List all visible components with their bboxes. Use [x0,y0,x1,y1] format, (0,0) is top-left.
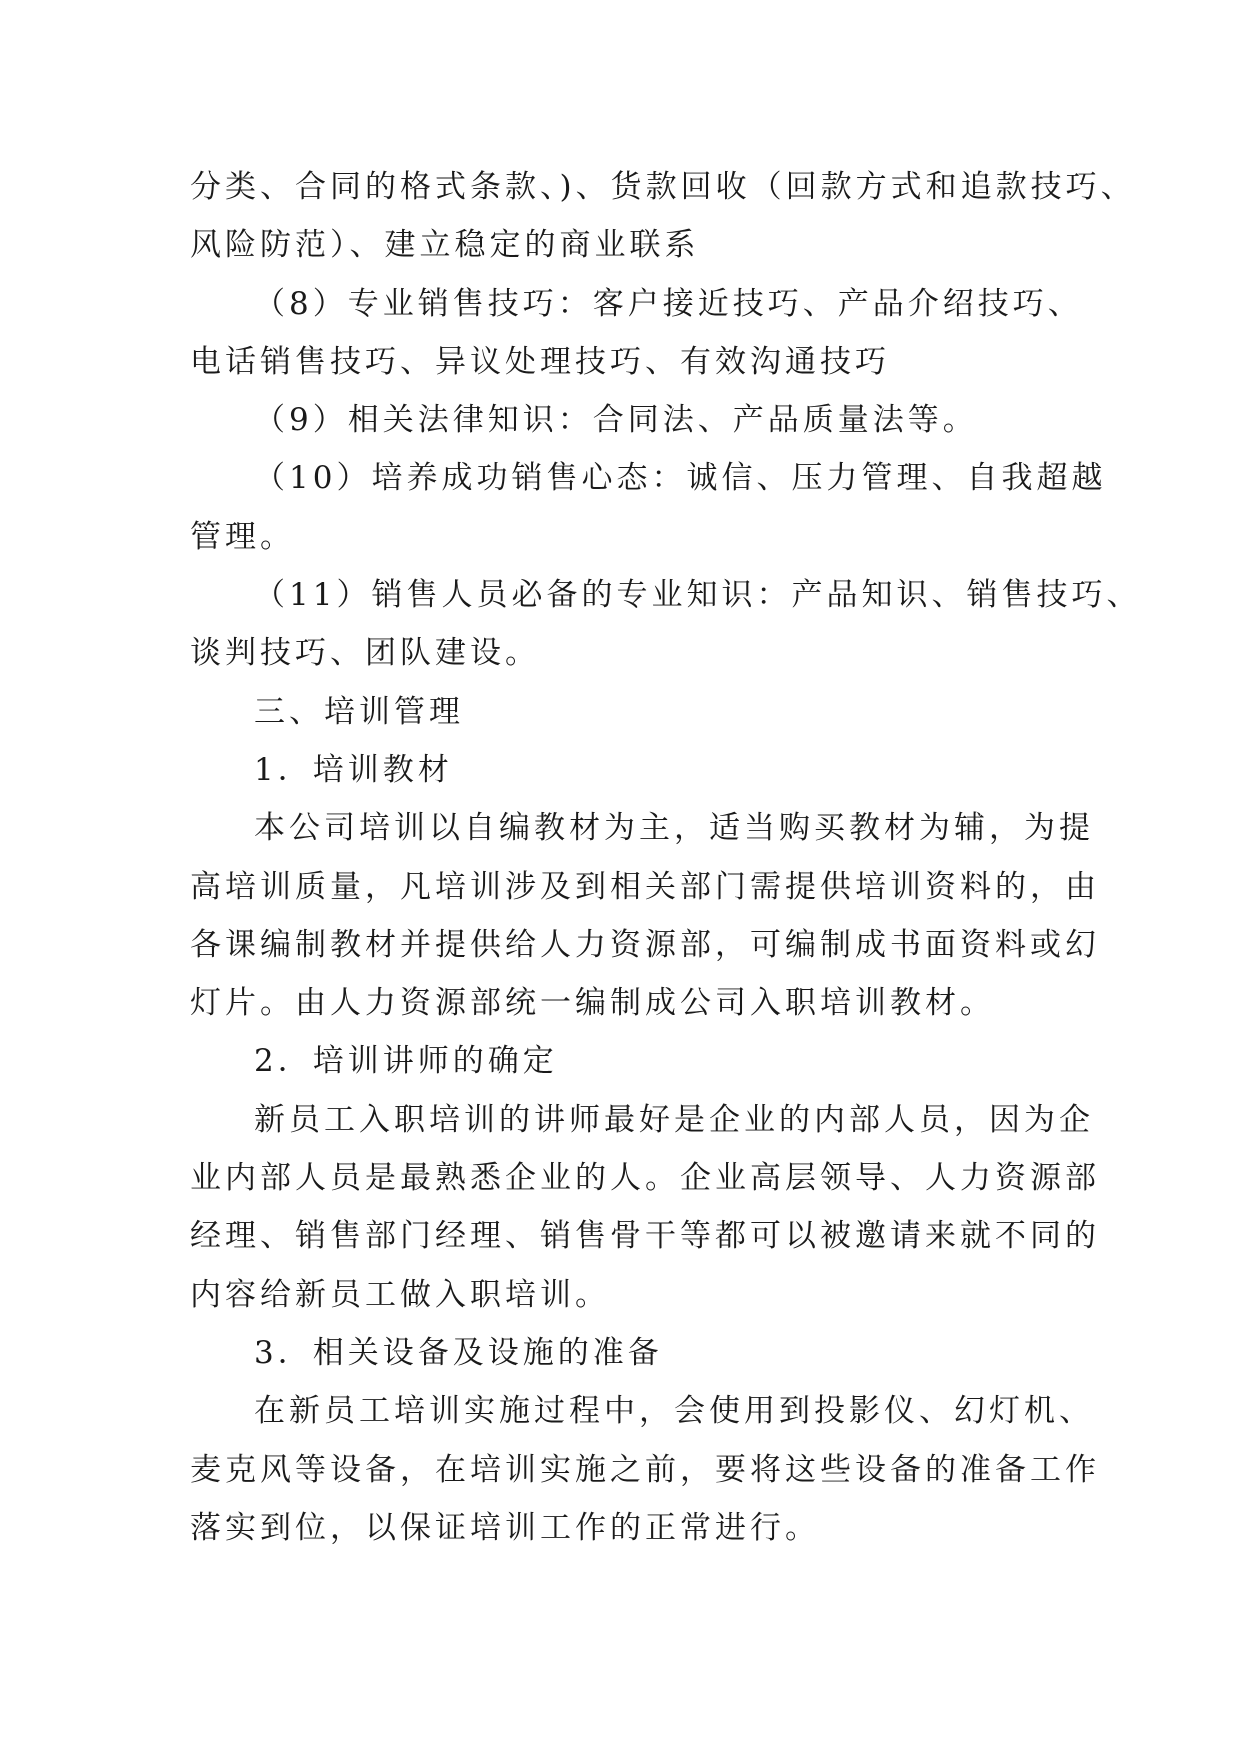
text-line: 在新员工培训实施过程中，会使用到投影仪、幻灯机、 [254,1393,1094,1430]
document-body [190,158,1142,1557]
text-line: 麦克风等设备，在培训实施之前，要将这些设备的准备工作 [190,1451,1100,1488]
text-line: 管理。 [190,518,295,555]
section-heading: 三、培训管理 [254,693,464,730]
text-line: 业内部人员是最熟悉企业的人。企业高层领导、人力资源部 [190,1160,1100,1197]
text-line: 灯片。由人力资源部统一编制成公司入职培训教材。 [190,985,995,1022]
subsection-heading: 2．培训讲师的确定 [254,1043,558,1080]
text-line: （8）专业销售技巧：客户接近技巧、产品介绍技巧、 [254,285,1083,322]
text-line: （9）相关法律知识：合同法、产品质量法等。 [254,402,978,439]
text-line: 分类、合同的格式条款、)、货款回收（回款方式和追款技巧、 [190,169,1136,205]
text-line: 高培训质量，凡培训涉及到相关部门需提供培训资料的，由 [190,868,1100,905]
text-line: 电话销售技巧、异议处理技巧、有效沟通技巧 [190,343,890,380]
text-line: 风险防范）、建立稳定的商业联系 [190,227,700,264]
text-line: （10）培养成功销售心态：诚信、压力管理、自我超越 [254,460,1107,497]
text-line: 新员工入职培训的讲师最好是企业的内部人员，因为企 [254,1101,1094,1138]
text-line: 经理、销售部门经理、销售骨干等都可以被邀请来就不同的 [190,1218,1100,1255]
text-line: 各课编制教材并提供给人力资源部，可编制成书面资料或幻 [190,926,1100,963]
text-line: 谈判技巧、团队建设。 [190,635,540,672]
subsection-heading: 3．相关设备及设施的准备 [254,1334,663,1371]
subsection-heading: 1．培训教材 [254,751,453,788]
text-line: （11）销售人员必备的专业知识：产品知识、销售技巧、 [254,577,1142,614]
text-line: 本公司培训以自编教材为主，适当购买教材为辅，为提 [254,810,1094,847]
text-line: 落实到位，以保证培训工作的正常进行。 [190,1509,820,1546]
text-line: 内容给新员工做入职培训。 [190,1276,610,1313]
